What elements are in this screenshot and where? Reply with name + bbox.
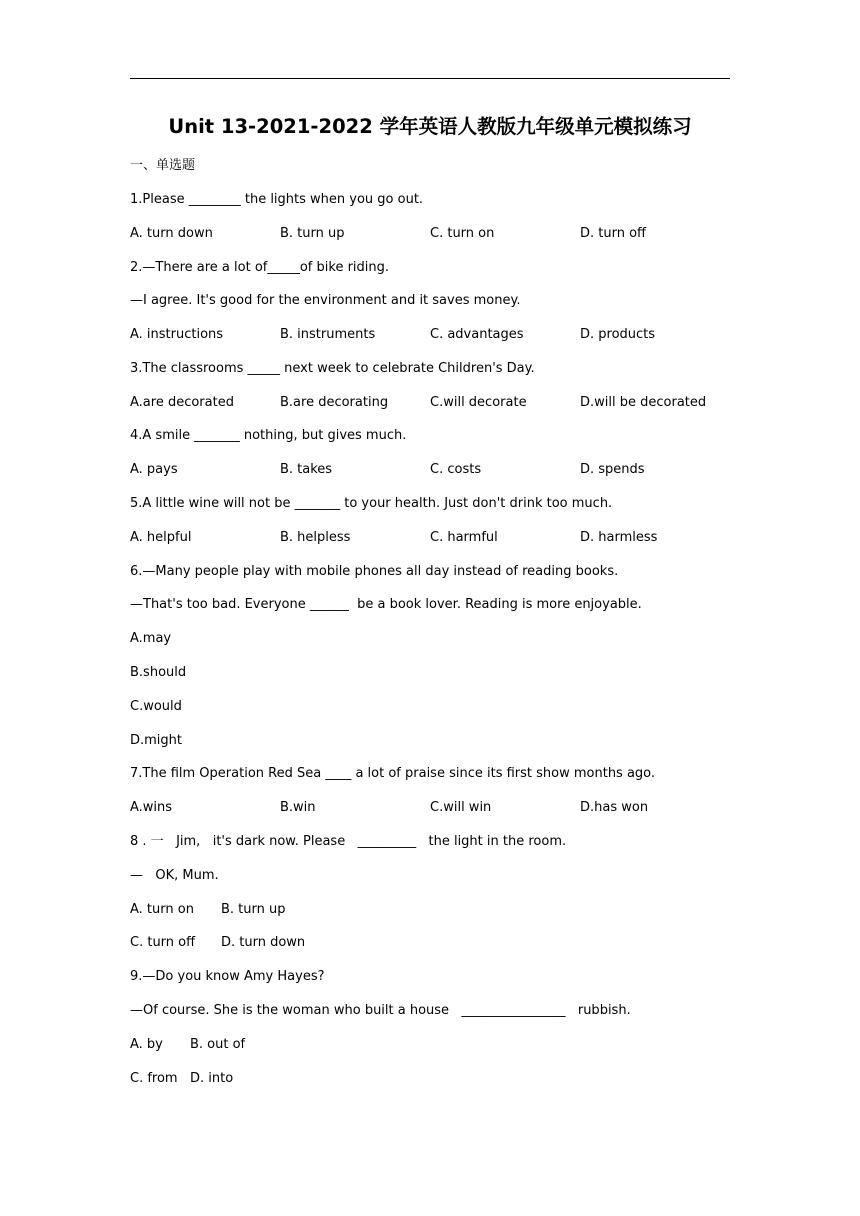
q6-option-b: B.should <box>130 665 187 680</box>
q8-option-b: B. turn up <box>221 902 286 917</box>
q1-option-c: C. turn on <box>430 226 495 241</box>
question-7-stem: 7.The film Operation Red Sea ____ a lot of praise since its first show months ago. <box>130 766 656 781</box>
question-8-stem: 8 . 一 Jim, it's dark now. Please _________ the light in the room. <box>130 834 567 849</box>
question-5-stem: 5.A little wine will not be _______ to your health. Just don't drink too much. <box>130 496 613 511</box>
question-9-stem: 9.—Do you know Amy Hayes? <box>130 969 325 984</box>
q2-option-a: A. instructions <box>130 327 224 342</box>
q4-option-c: C. costs <box>430 462 482 477</box>
q6-option-d: D.might <box>130 733 183 748</box>
q5-option-a: A. helpful <box>130 530 192 545</box>
q5-option-d: D. harmless <box>580 530 658 545</box>
q3-option-d: D.will be decorated <box>580 395 707 410</box>
question-2-reply: —I agree. It's good for the environment and it saves money. <box>130 293 521 308</box>
q4-option-d: D. spends <box>580 462 645 477</box>
q8-option-a: A. turn on <box>130 902 194 917</box>
q2-option-c: C. advantages <box>430 327 524 342</box>
page-title: Unit 13-2021-2022 学年英语人教版九年级单元模拟练习 <box>168 115 692 138</box>
q9-option-d: D. into <box>190 1071 234 1086</box>
q1-option-a: A. turn down <box>130 226 213 241</box>
q8-option-d: D. turn down <box>221 935 306 950</box>
header-rule <box>130 78 730 79</box>
q2-option-d: D. products <box>580 327 656 342</box>
q7-option-b: B.win <box>280 800 316 815</box>
question-9-reply: —Of course. She is the woman who built a house ________________ rubbish. <box>130 1003 631 1018</box>
q2-option-b: B. instruments <box>280 327 376 342</box>
q3-option-b: B.are decorating <box>280 395 389 410</box>
q5-option-c: C. harmful <box>430 530 498 545</box>
q9-option-c: C. from <box>130 1071 178 1086</box>
question-6-reply: —That's too bad. Everyone ______ be a book lover. Reading is more enjoyable. <box>130 597 642 612</box>
q5-option-b: B. helpless <box>280 530 351 545</box>
question-8-reply: — OK, Mum. <box>130 868 219 883</box>
q1-option-d: D. turn off <box>580 226 647 241</box>
question-6-stem: 6.—Many people play with mobile phones all day instead of reading books. <box>130 564 619 579</box>
question-3-stem: 3.The classrooms _____ next week to celebrate Children's Day. <box>130 361 535 376</box>
q6-option-a: A.may <box>130 631 172 646</box>
question-1-stem: 1.Please ________ the lights when you go out. <box>130 192 424 207</box>
q7-option-a: A.wins <box>130 800 173 815</box>
q6-option-c: C.would <box>130 699 182 714</box>
question-4-stem: 4.A smile _______ nothing, but gives much. <box>130 428 407 443</box>
q3-option-c: C.will decorate <box>430 395 527 410</box>
q9-option-b: B. out of <box>190 1037 246 1052</box>
q4-option-a: A. pays <box>130 462 178 477</box>
q9-option-a: A. by <box>130 1037 163 1052</box>
q8-option-c: C. turn off <box>130 935 196 950</box>
q3-option-a: A.are decorated <box>130 395 234 410</box>
q4-option-b: B. takes <box>280 462 333 477</box>
q7-option-d: D.has won <box>580 800 649 815</box>
q7-option-c: C.will win <box>430 800 492 815</box>
q1-option-b: B. turn up <box>280 226 345 241</box>
section-heading: 一、单选题 <box>130 158 196 173</box>
question-2-stem: 2.—There are a lot of_____of bike riding. <box>130 260 390 275</box>
